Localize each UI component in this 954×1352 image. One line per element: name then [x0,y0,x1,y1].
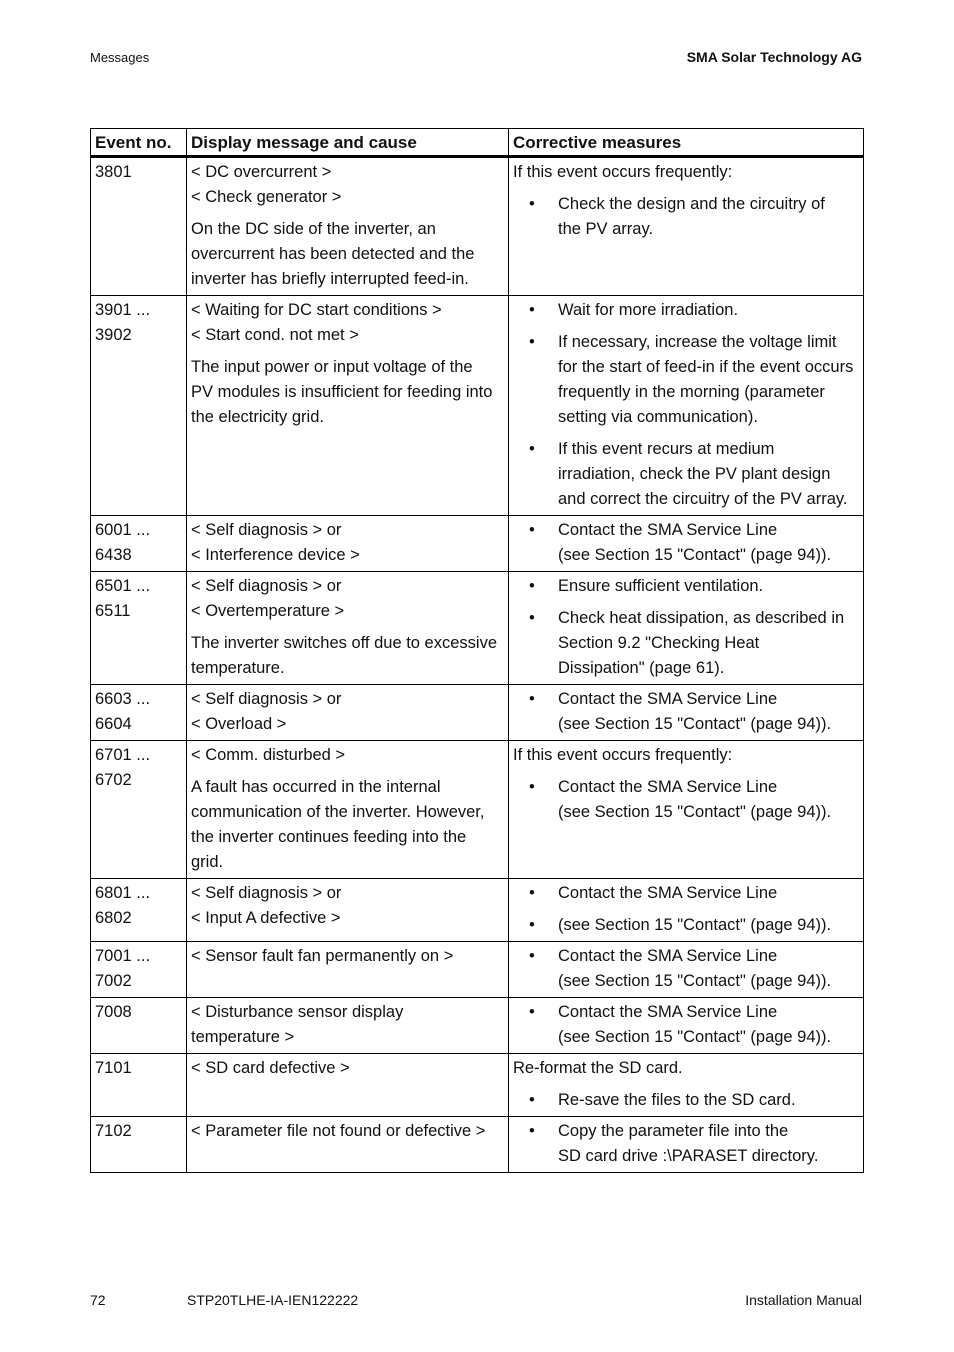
header-section-title: Messages [90,50,150,65]
measure-item [513,437,859,512]
measure-text: Check the design and the circuitry of [558,195,825,213]
header-company-name: SMA Solar Technology AG [686,49,862,65]
measure-text: the PV array. [558,220,654,238]
cause-line: On the DC side of the inverter, an [191,220,436,238]
measure-text: Re-save the files to the SD card. [558,1091,796,1109]
display-message-cell [187,157,509,296]
measure-text: (see Section 15 "Contact" (page 94)). [558,715,832,733]
display-message: < Disturbance sensor display [191,1003,404,1021]
measure-intro: Re-format the SD card. [513,1059,683,1077]
event-number-cell [91,516,187,572]
measure-text: Wait for more irradiation. [558,301,739,319]
event-messages-table [90,128,864,1173]
bullet-icon: • [529,1091,535,1109]
table-row [91,1117,864,1173]
event-number-cell [91,296,187,516]
event-number-cell [91,741,187,879]
display-message-cell [187,998,509,1054]
display-message-cell [187,516,509,572]
display-message-cell [187,1117,509,1173]
cause-description [191,631,504,681]
event-number: 7101 [95,1059,132,1077]
cause-line: A fault has occurred in the internal [191,778,441,796]
display-message-cell [187,572,509,685]
event-number: 6801 ... [95,884,151,902]
corrective-measures-cell [509,741,864,879]
cause-description [191,355,504,430]
measure-item [513,574,859,599]
bullet-icon: • [529,1122,535,1140]
event-number-cell [91,157,187,296]
display-message-cell [187,1054,509,1117]
table-row [91,741,864,879]
measure-item [513,298,859,323]
measure-text: for the start of feed-in if the event occurs [558,358,854,376]
measure-list [513,574,859,681]
measure-list [513,944,859,994]
measure-intro: If this event occurs frequently: [513,163,733,181]
measure-text: Contact the SMA Service Line [558,690,778,708]
measure-item [513,775,859,825]
display-message: < DC overcurrent > [191,163,332,181]
column-header-display-message: Display message and cause [187,129,509,157]
event-number: 6438 [95,546,132,564]
display-message: temperature > [191,1028,295,1046]
event-number: 6603 ... [95,690,151,708]
display-message: < Interference device > [191,546,360,564]
measure-item [513,687,859,737]
display-message: < Start cond. not met > [191,326,359,344]
cause-line: The input power or input voltage of the [191,358,473,376]
event-number: 6702 [95,771,132,789]
measure-text: Contact the SMA Service Line [558,1003,778,1021]
display-message: < SD card defective > [191,1059,350,1077]
measure-text: (see Section 15 "Contact" (page 94)). [558,803,832,821]
display-message: < Comm. disturbed > [191,746,346,764]
cause-line: the inverter continues feeding into the [191,828,467,846]
cause-line: The inverter switches off due to excessive [191,634,498,652]
display-message: < Sensor fault fan permanently on > [191,947,454,965]
column-header-corrective-measures: Corrective measures [509,129,864,157]
corrective-measures-cell [509,157,864,296]
cause-line: grid. [191,853,224,871]
measure-text: SD card drive :\PARASET directory. [558,1147,819,1165]
bullet-icon: • [529,440,535,458]
measure-item [513,944,859,994]
table-row [91,572,864,685]
event-number-cell [91,1117,187,1173]
cause-description [191,217,504,292]
measure-item [513,330,859,430]
event-number: 6604 [95,715,132,733]
corrective-measures-cell [509,572,864,685]
event-number: 7002 [95,972,132,990]
event-number: 3902 [95,326,132,344]
bullet-icon: • [529,521,535,539]
measure-item [513,518,859,568]
column-header-event-no: Event no. [91,129,187,157]
display-message: < Input A defective > [191,909,341,927]
measure-text: setting via communication). [558,408,758,426]
cause-description [191,775,504,875]
cause-line: PV modules is insufficient for feeding into [191,383,493,401]
table-row [91,998,864,1054]
measure-item [513,192,859,242]
footer-manual-title: Installation Manual [745,1292,862,1308]
table-row [91,879,864,942]
display-message: < Self diagnosis > or [191,577,342,595]
display-message-cell [187,879,509,942]
corrective-measures-cell [509,998,864,1054]
bullet-icon: • [529,333,535,351]
bullet-icon: • [529,609,535,627]
display-message: < Self diagnosis > or [191,690,342,708]
event-number-cell [91,685,187,741]
measure-item [513,1119,859,1169]
corrective-measures-cell [509,296,864,516]
corrective-measures-cell [509,879,864,942]
measure-text: Copy the parameter file into the [558,1122,789,1140]
table-header-row [91,129,864,157]
measure-item [513,913,859,938]
display-message: < Check generator > [191,188,342,206]
measure-text: Ensure sufficient ventilation. [558,577,764,595]
measure-list [513,1088,859,1113]
measure-text: (see Section 15 "Contact" (page 94)). [558,972,832,990]
event-number: 6511 [95,602,131,620]
bullet-icon: • [529,1003,535,1021]
measure-text: If necessary, increase the voltage limit [558,333,837,351]
table-row [91,942,864,998]
measure-text: Section 9.2 "Checking Heat [558,634,760,652]
measure-text: Dissipation" (page 61). [558,659,725,677]
measure-list [513,881,859,938]
corrective-measures-cell [509,942,864,998]
measure-text: Contact the SMA Service Line [558,521,778,539]
measure-item [513,1000,859,1050]
event-number: 3901 ... [95,301,151,319]
cause-line: temperature. [191,659,285,677]
corrective-measures-cell [509,516,864,572]
table-row [91,1054,864,1117]
display-message: < Overload > [191,715,287,733]
bullet-icon: • [529,577,535,595]
display-message-cell [187,685,509,741]
event-number: 6501 ... [95,577,151,595]
table-row [91,685,864,741]
event-number: 7008 [95,1003,132,1021]
table-row [91,296,864,516]
event-number-cell [91,879,187,942]
display-message: < Overtemperature > [191,602,345,620]
measure-list [513,298,859,512]
event-number: 7001 ... [95,947,151,965]
measure-text: If this event recurs at medium [558,440,775,458]
measure-list [513,518,859,568]
measure-intro: If this event occurs frequently: [513,746,733,764]
event-number: 7102 [95,1122,132,1140]
cause-line: inverter has briefly interrupted feed-in. [191,270,469,288]
measure-list [513,687,859,737]
event-number: 6701 ... [95,746,151,764]
measure-list [513,1119,859,1169]
table-row [91,157,864,296]
event-number-cell [91,998,187,1054]
bullet-icon: • [529,916,535,934]
display-message: < Waiting for DC start conditions > [191,301,442,319]
measure-text: Contact the SMA Service Line [558,778,778,796]
measure-item [513,606,859,681]
bullet-icon: • [529,301,535,319]
measure-text: Contact the SMA Service Line [558,884,778,902]
display-message-cell [187,741,509,879]
event-number-cell [91,942,187,998]
measure-text: Contact the SMA Service Line [558,947,778,965]
measure-item [513,1088,859,1113]
footer-document-id: STP20TLHE-IA-IEN122222 [187,1292,359,1308]
cause-line: overcurrent has been detected and the [191,245,475,263]
display-message: < Self diagnosis > or [191,521,342,539]
corrective-measures-cell [509,1117,864,1173]
display-message-cell [187,296,509,516]
bullet-icon: • [529,690,535,708]
event-number: 3801 [95,163,132,181]
event-number-cell [91,572,187,685]
measure-text: and correct the circuitry of the PV array. [558,490,848,508]
corrective-measures-cell [509,685,864,741]
table-row [91,516,864,572]
measure-list [513,192,859,242]
cause-line: communication of the inverter. However, [191,803,485,821]
bullet-icon: • [529,884,535,902]
event-number: 6802 [95,909,132,927]
event-number-cell [91,1054,187,1117]
display-message: < Parameter file not found or defective > [191,1122,486,1140]
bullet-icon: • [529,778,535,796]
measure-list [513,775,859,825]
footer-page-number: 72 [90,1292,106,1308]
measure-text: (see Section 15 "Contact" (page 94)). [558,1028,832,1046]
display-message: < Self diagnosis > or [191,884,342,902]
measure-text: frequently in the morning (parameter [558,383,825,401]
measure-list [513,1000,859,1050]
bullet-icon: • [529,195,535,213]
bullet-icon: • [529,947,535,965]
measure-text: Check heat dissipation, as described in [558,609,845,627]
measure-text: (see Section 15 "Contact" (page 94)). [558,546,832,564]
display-message-cell [187,942,509,998]
measure-text: (see Section 15 "Contact" (page 94)). [558,916,832,934]
event-number: 6001 ... [95,521,151,539]
corrective-measures-cell [509,1054,864,1117]
measure-item [513,881,859,906]
measure-text: irradiation, check the PV plant design [558,465,831,483]
cause-line: the electricity grid. [191,408,324,426]
